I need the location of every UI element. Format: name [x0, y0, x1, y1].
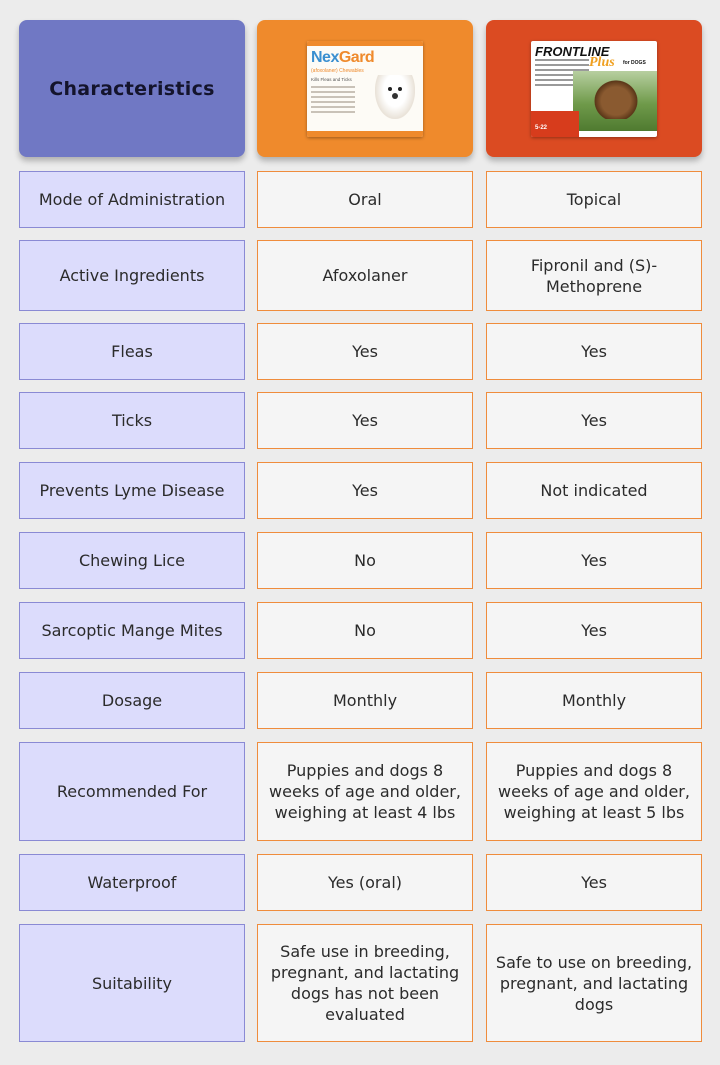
row-label: Suitability — [19, 924, 245, 1042]
frontline-cell: Topical — [486, 171, 702, 228]
frontline-cell: Safe to use on breeding, pregnant, and lactating dogs — [486, 924, 702, 1042]
frontline-cell: Yes — [486, 392, 702, 449]
characteristics-title: Characteristics — [49, 77, 215, 100]
frontline-cell: Monthly — [486, 672, 702, 729]
nexgard-product-image: NexGard (afoxolaner) Chewables Kills Fleas and Ticks — [307, 41, 423, 137]
frontline-cell: Fipronil and (S)-Methoprene — [486, 240, 702, 311]
row-label: Waterproof — [19, 854, 245, 911]
nexgard-cell: Puppies and dogs 8 weeks of age and older, weighing at least 4 lbs — [257, 742, 473, 841]
dog-image-icon — [593, 79, 639, 119]
row-label: Recommended For — [19, 742, 245, 841]
nexgard-cell: Yes — [257, 462, 473, 519]
nexgard-cell: Safe use in breeding, pregnant, and lactating dogs has not been evaluated — [257, 924, 473, 1042]
nexgard-cell: Yes — [257, 392, 473, 449]
frontline-cell: Not indicated — [486, 462, 702, 519]
frontline-cell: Yes — [486, 532, 702, 589]
row-label: Prevents Lyme Disease — [19, 462, 245, 519]
nexgard-cell: Oral — [257, 171, 473, 228]
frontline-cell: Puppies and dogs 8 weeks of age and older, weighing at least 5 lbs — [486, 742, 702, 841]
frontline-cell: Yes — [486, 602, 702, 659]
frontline-cell: Yes — [486, 854, 702, 911]
characteristics-header — [19, 20, 245, 157]
nexgard-cell: Yes — [257, 323, 473, 380]
frontline-cell: Yes — [486, 323, 702, 380]
row-label: Ticks — [19, 392, 245, 449]
dog-image-icon — [375, 75, 415, 119]
frontline-product-image: FRONTLINE Plus for DOGS 5-22 — [531, 41, 657, 137]
nexgard-header — [257, 20, 473, 157]
row-label: Chewing Lice — [19, 532, 245, 589]
nexgard-cell: Afoxolaner — [257, 240, 473, 311]
frontline-logo: FRONTLINE — [535, 44, 610, 59]
nexgard-cell: No — [257, 602, 473, 659]
row-label: Active Ingredients — [19, 240, 245, 311]
row-label: Mode of Administration — [19, 171, 245, 228]
nexgard-cell: No — [257, 532, 473, 589]
row-label: Fleas — [19, 323, 245, 380]
row-label: Sarcoptic Mange Mites — [19, 602, 245, 659]
nexgard-cell: Yes (oral) — [257, 854, 473, 911]
row-label: Dosage — [19, 672, 245, 729]
nexgard-cell: Monthly — [257, 672, 473, 729]
frontline-header — [486, 20, 702, 157]
nexgard-logo: NexGard — [311, 49, 375, 66]
